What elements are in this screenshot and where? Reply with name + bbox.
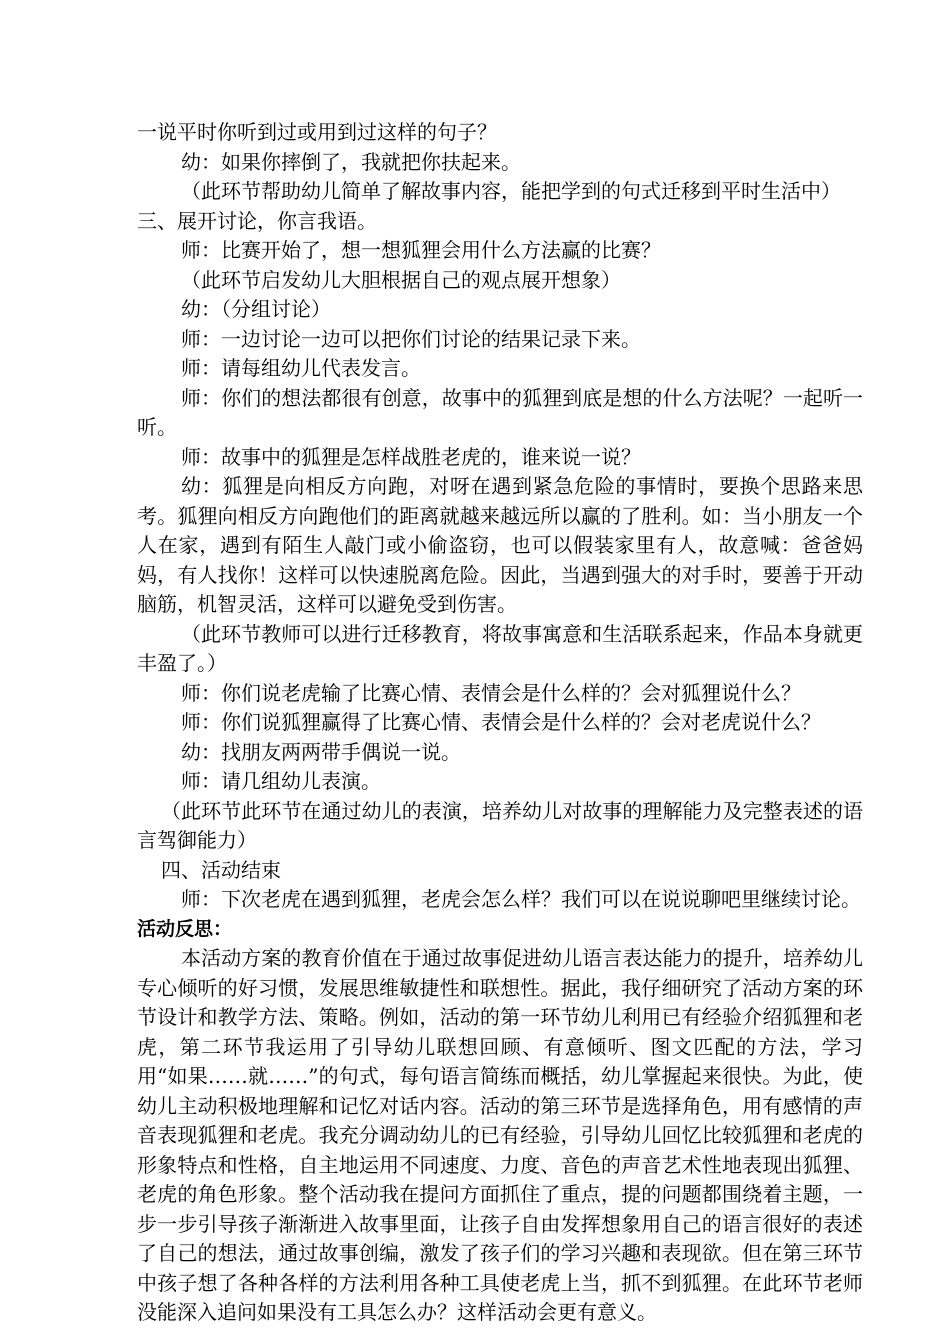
paragraph: 幼：找朋友两两带手偶说一说。 <box>181 739 461 764</box>
paragraph: 师：故事中的狐狸是怎样战胜老虎的，谁来说一说？ <box>181 444 641 469</box>
paragraph: 师：请每组幼儿代表发言。 <box>181 356 421 380</box>
section-heading: 三、展开讨论，你言我语。 <box>137 208 377 233</box>
paragraph: （此环节启发幼儿大胆根据自己的观点展开想象） <box>181 267 621 292</box>
section-heading: 四、活动结束 <box>161 857 281 882</box>
paragraph: 师：你们说狐狸赢得了比赛心情、表情会是什么样的？会对老虎说什么？ <box>181 710 821 734</box>
paragraph: 师：下次老虎在遇到狐狸，老虎会怎么样？我们可以在说说聊吧里继续讨论。 <box>181 887 861 911</box>
paragraph: （此环节此环节在通过幼儿的表演，培养幼儿对故事的理解能力及完整表述的语言驾御能力） <box>137 798 863 852</box>
paragraph: 一说平时你听到过或用到过这样的句子？ <box>137 120 497 144</box>
paragraph: 幼：如果你摔倒了，我就把你扶起来。 <box>181 149 521 174</box>
paragraph: 师：你们说老虎输了比赛心情、表情会是什么样的？会对狐狸说什么？ <box>181 680 801 705</box>
paragraph: 师：你们的想法都很有创意，故事中的狐狸到底是想的什么方法呢？一起听一听。 <box>137 385 863 439</box>
paragraph: 师：请几组幼儿表演。 <box>181 769 381 793</box>
paragraph: （此环节教师可以进行迁移教育，将故事寓意和生活联系起来，作品本身就更丰盈了。） <box>137 621 863 675</box>
reflection-heading: 活动反思： <box>137 917 233 940</box>
paragraph: 幼：狐狸是向相反方向跑，对呀在遇到紧急危险的事情时，要换个思路来思考。狐狸向相反方向跑他们的距离就越来越远所以赢的了胜利。如：当小朋友一个人在家，遇到有陌生人敲门或小偷盗窃，也可以假装家里有人，故意喊：爸爸妈妈，有人找你！这样可以快速脱离危险。因此，当遇到强大的对手时，要善于开动脑筋，机智灵活，这样可以避免受到伤害。 <box>137 474 863 616</box>
paragraph: 师：一边讨论一边可以把你们讨论的结果记录下来。 <box>181 326 641 351</box>
paragraph: 师：比赛开始了，想一想狐狸会用什么方法赢的比赛？ <box>181 238 661 262</box>
paragraph: 幼：（分组讨论） <box>181 297 331 321</box>
reflection-paragraph: 本活动方案的教育价值在于通过故事促进幼儿语言表达能力的提升，培养幼儿专心倾听的好习惯，发展思维敏捷性和联想性。据此，我仔细研究了活动方案的环节设计和教学方法、策略。例如，活动的第一环节幼儿利用已有经验介绍狐狸和老虎，第二环节我运用了引导幼儿联想回顾、有意倾听、图文匹配的方法，学习用“如果……就……”的句式，每句语言简练而概括，幼儿掌握起来很快。为此，使幼儿主动积极地理解和记忆对话内容。活动的第三环节是选择角色，用有感情的声音表现狐狸和老虎。我充分调动幼儿的已有经验，引导幼儿回忆比较狐狸和老虎的形象特点和性格，自主地运用不同速度、力度、音色的声音艺术性地表现出狐狸、老虎的角色形象。整个活动我在提问方面抓住了重点，提的问题都围绕着主题，一步一步引导孩子渐渐进入故事里面，让孩子自由发挥想象用自己的语言很好的表述了自己的想法，通过故事创编，激发了孩子们的学习兴趣和表现欲。但在第三环节中孩子想了各种各样的方法利用各种工具使老虎上当，抓不到狐狸。在此环节老师没能深入追问如果没有工具怎么办？这样活动会更有意义。 <box>137 946 863 1324</box>
document-body <box>137 118 863 1328</box>
paragraph: （此环节帮助幼儿简单了解故事内容，能把学到的句式迁移到平时生活中） <box>181 179 841 203</box>
